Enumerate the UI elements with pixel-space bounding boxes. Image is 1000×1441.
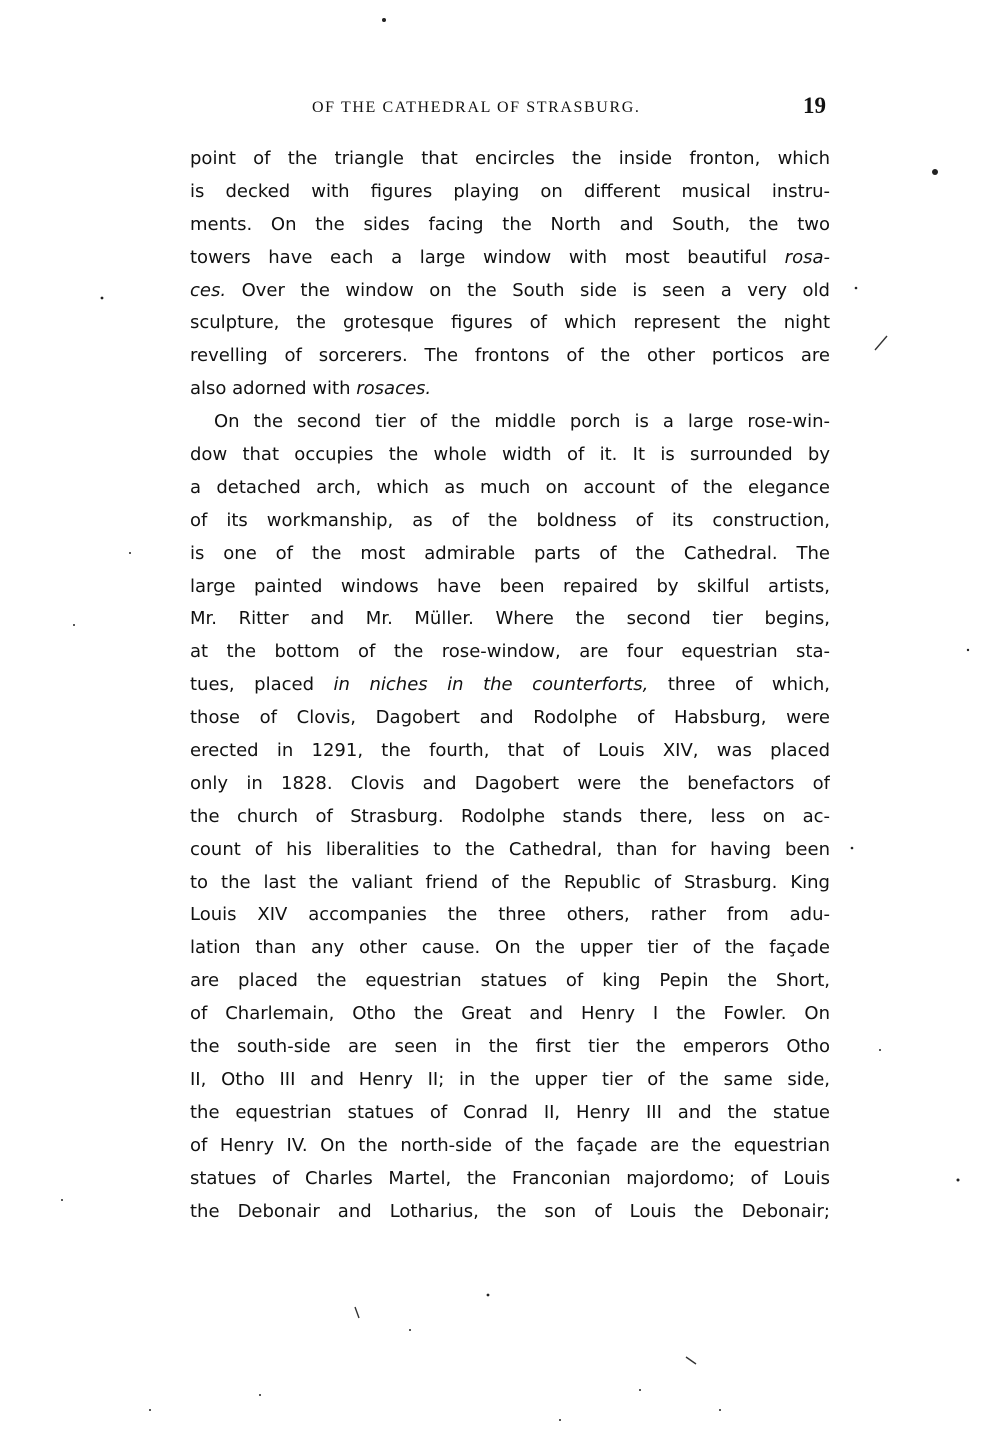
text-line: are placed the equestrian statues of king Pepin the Short,	[190, 970, 830, 992]
text-line: of Charlemain, Otho the Great and Henry I the Fowler. On	[190, 1003, 830, 1025]
text-line: Mr. Ritter and Mr. Müller. Where the second tier begins,	[190, 608, 830, 630]
text-line: count of his liberalities to the Cathedral, than for having been	[190, 838, 830, 860]
text-line: the Debonair and Lotharius, the son of Louis the Debonair;	[190, 1200, 830, 1222]
page-number: 19	[803, 93, 826, 118]
text-line: revelling of sorcerers. The frontons of the other porticos are	[190, 345, 830, 367]
text-line: the equestrian statues of Conrad II, Henry III and the statue	[190, 1101, 830, 1123]
text-line: the church of Strasburg. Rodolphe stands there, less on ac-	[190, 805, 830, 827]
text-segment: tues, placed	[190, 674, 334, 696]
text-line: On the second tier of the middle porch is a large rose-win-	[214, 411, 830, 433]
running-title: OF THE CATHEDRAL OF STRASBURG.	[312, 99, 641, 116]
text-segment: Over the window on the South side is seen a very old	[226, 279, 830, 301]
text-line: ments. On the sides facing the North and South, the two	[190, 213, 830, 235]
italic-term: rosaces.	[356, 378, 432, 400]
text-segment: towers have each a large window with most beautiful	[190, 246, 785, 268]
text-line: a detached arch, which as much on account of the elegance	[190, 476, 830, 498]
text-line: sculpture, the grotesque figures of which represent the night	[190, 312, 830, 334]
text-line: erected in 1291, the fourth, that of Louis XIV, was placed	[190, 740, 830, 762]
text-line	[190, 669, 830, 702]
paragraph-1	[190, 143, 830, 406]
text-line: point of the triangle that encircles the inside fronton, which	[190, 148, 830, 169]
text-line: of Henry IV. On the north-side of the façade are the equestrian	[190, 1134, 830, 1156]
body-text	[190, 143, 830, 1228]
italic-term: ces.	[190, 279, 227, 301]
italic-term: in niches in the counterforts,	[333, 674, 649, 696]
text-line: of its workmanship, as of the boldness of its construction,	[190, 509, 830, 531]
text-segment: also adorned with	[190, 378, 357, 400]
text-line: large painted windows have been repaired by skilful artists,	[190, 575, 830, 597]
text-line: to the last the valiant friend of the Republic of Strasburg. King	[190, 871, 830, 893]
text-line	[190, 373, 830, 406]
text-line: II, Otho III and Henry II; in the upper tier of the same side,	[190, 1068, 830, 1090]
paragraph-2	[190, 406, 830, 1228]
text-line	[190, 242, 830, 275]
text-line: statues of Charles Martel, the Franconian majordomo; of Louis	[190, 1167, 830, 1189]
text-line: those of Clovis, Dagobert and Rodolphe of Habsburg, were	[190, 707, 830, 729]
text-line: is decked with figures playing on different musical instru-	[190, 180, 830, 202]
text-line: is one of the most admirable parts of the Cathedral. The	[190, 542, 830, 564]
text-line: Louis XIV accompanies the three others, rather from adu-	[190, 904, 830, 926]
text-line	[190, 275, 830, 308]
text-line: at the bottom of the rose-window, are four equestrian sta-	[190, 641, 830, 663]
text-line: dow that occupies the whole width of it. It is surrounded by	[190, 444, 830, 466]
text-line: lation than any other cause. On the upper tier of the façade	[190, 937, 830, 959]
page-header	[190, 93, 830, 123]
text-line: only in 1828. Clovis and Dagobert were the benefactors of	[190, 772, 830, 794]
text-segment: three of which,	[648, 674, 830, 696]
text-line: the south-side are seen in the first tier the emperors Otho	[190, 1036, 830, 1058]
italic-term: rosa-	[784, 246, 830, 268]
